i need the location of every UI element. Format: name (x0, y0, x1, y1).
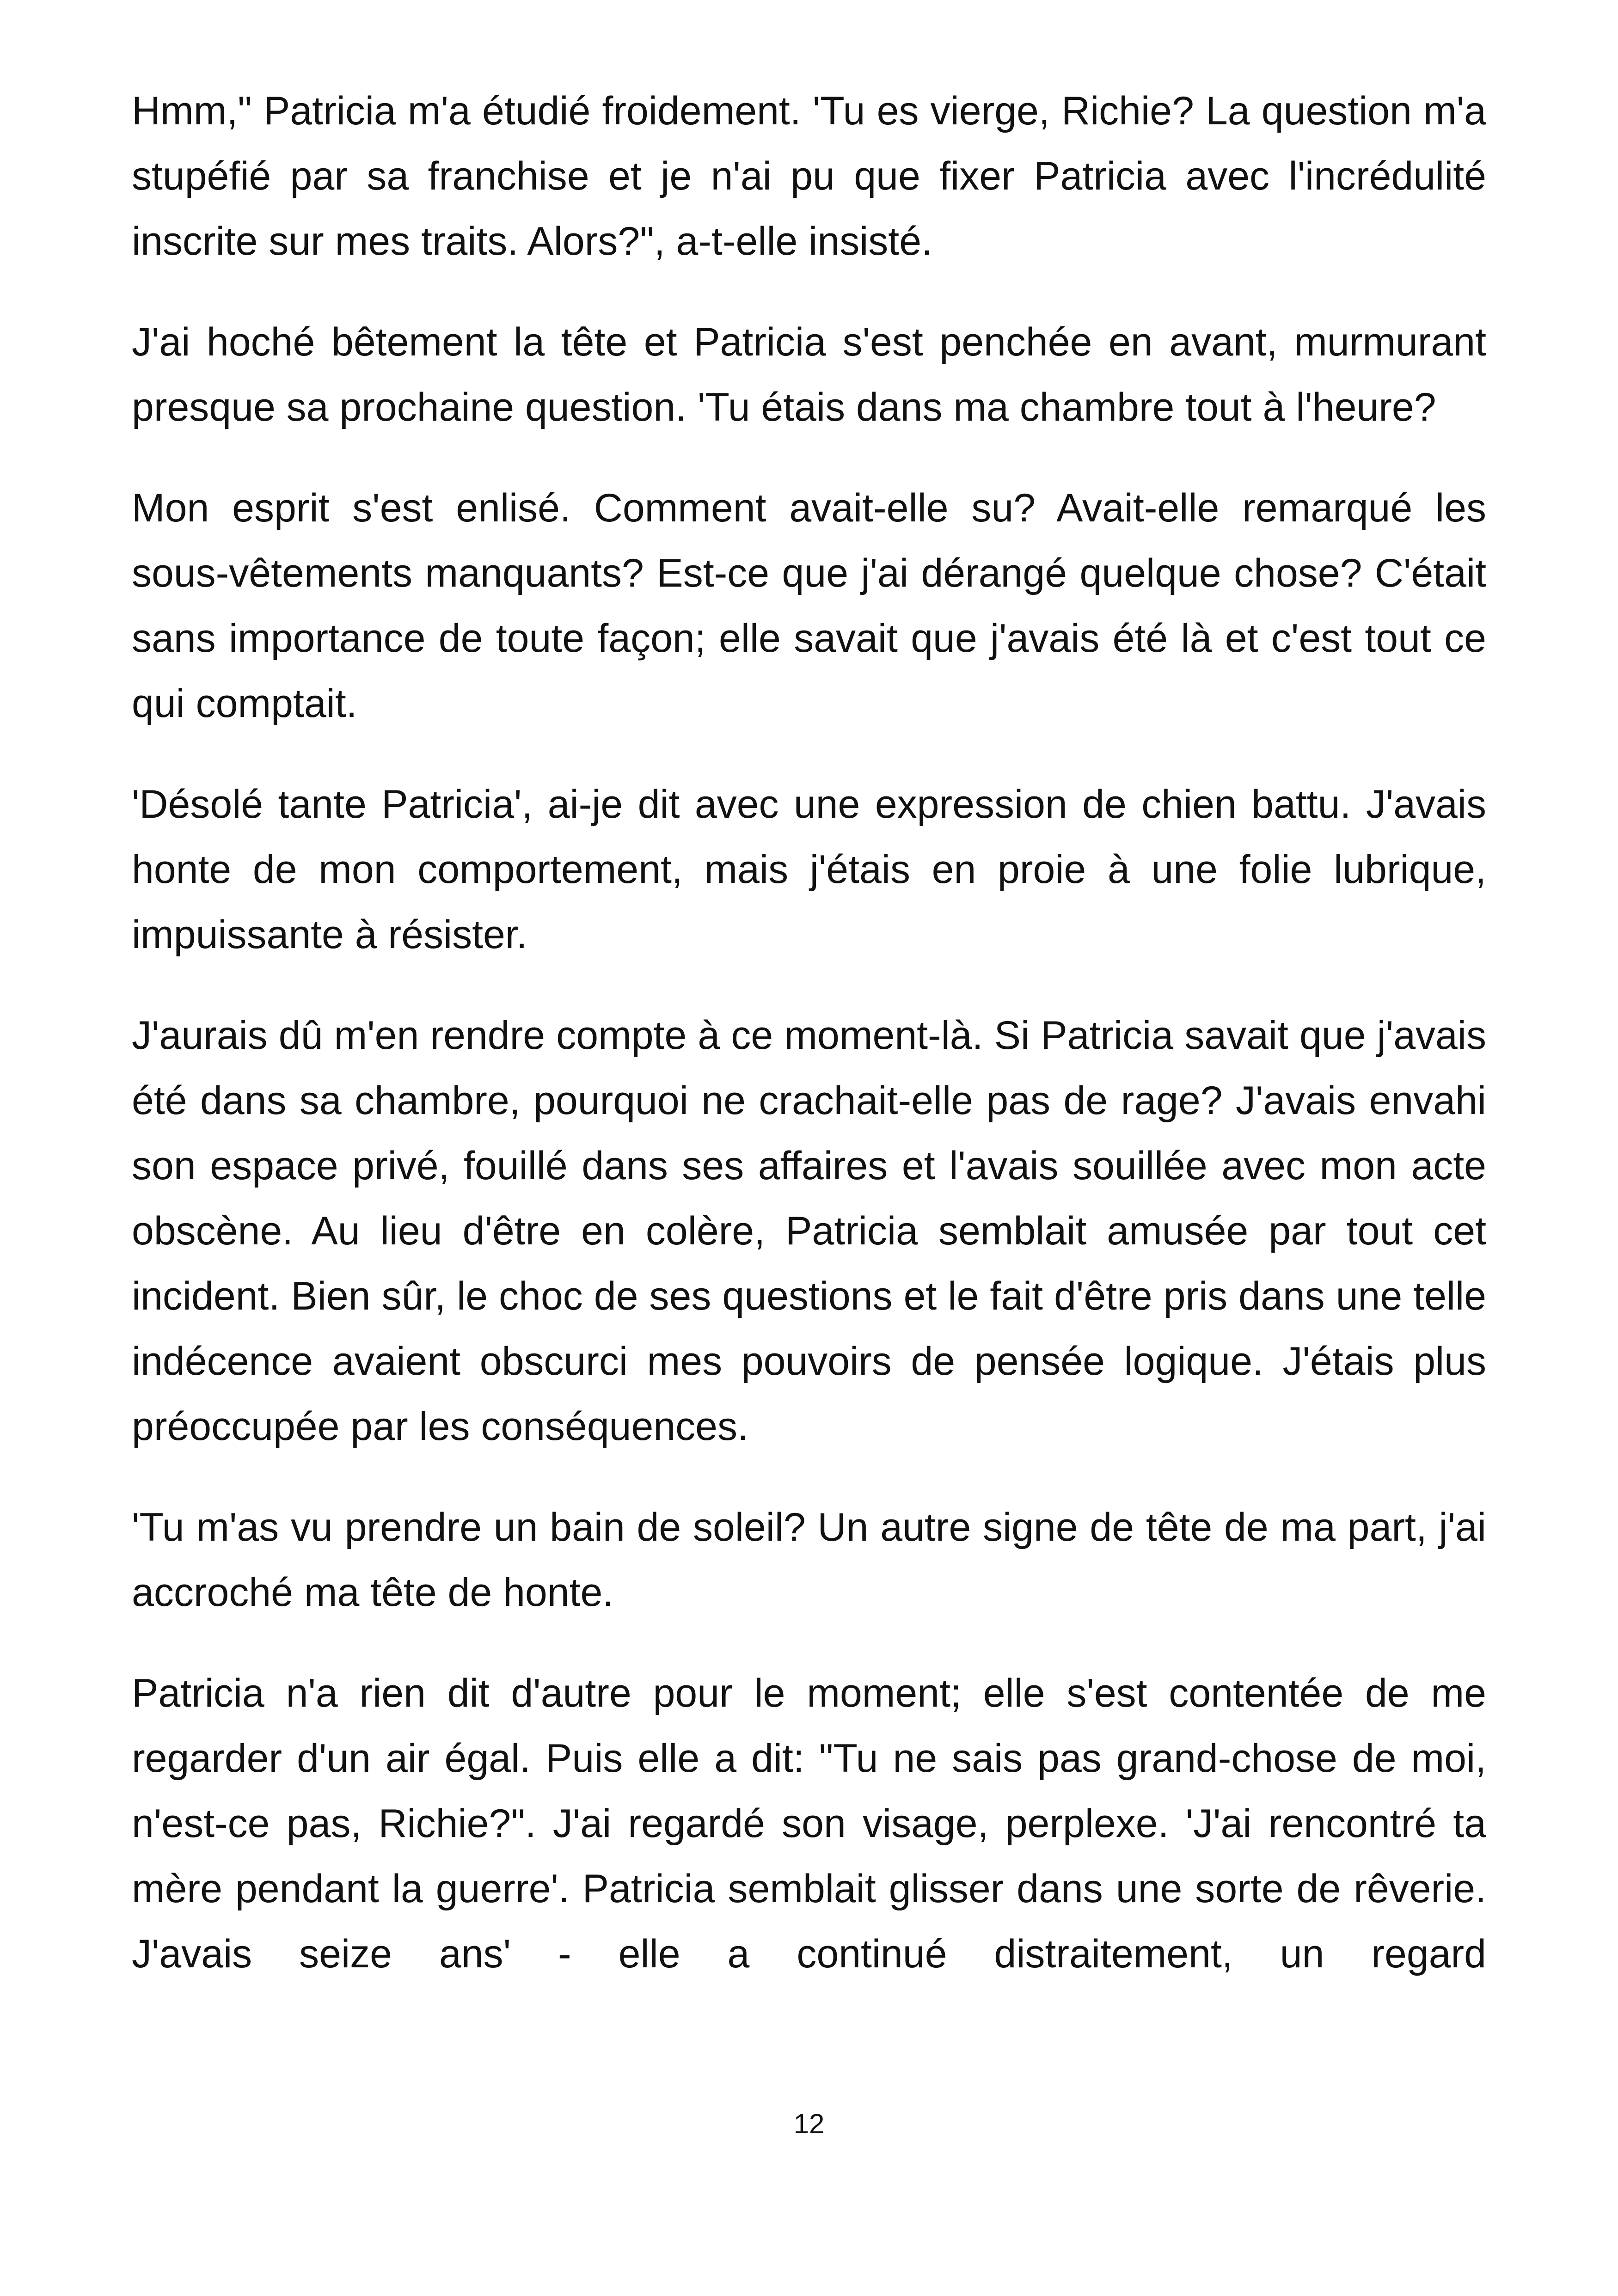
paragraph: Patricia n'a rien dit d'autre pour le moment; elle s'est contentée de me regarder d'un air égal. Puis elle a dit: "Tu ne sais pas grand-chose de moi, n'est-ce pas, Richie?". J'ai regardé son visage, perplexe. 'J'ai rencontré ta mère pendant la guerre'. Patricia semblait glisser dans une sorte de rêverie. J'avais seize ans' - elle a continué distraitement, un regard (132, 1671, 1486, 1976)
paragraph: 'Désolé tante Patricia', ai-je dit avec une expression de chien battu. J'avais honte de mon comportement, mais j'étais en proie à une folie lubrique, impuissante à résister. (132, 782, 1486, 957)
paragraph: 'Tu m'as vu prendre un bain de soleil? Un autre signe de tête de ma part, j'ai accroché ma tête de honte. (132, 1505, 1486, 1615)
paragraph: J'aurais dû m'en rendre compte à ce moment-là. Si Patricia savait que j'avais été dans sa chambre, pourquoi ne crachait-elle pas de rage? J'avais envahi son espace privé, fouillé dans ses affaires et l'avais souillée avec mon acte obscène. Au lieu d'être en colère, Patricia semblait amusée par tout cet incident. Bien sûr, le choc de ses questions et le fait d'être pris dans une telle indécence avaient obscurci mes pouvoirs de pensée logique. J'étais plus préoccupée par les conséquences. (132, 1013, 1486, 1449)
paragraph: J'ai hoché bêtement la tête et Patricia s'est penchée en avant, murmurant presque sa prochaine question. 'Tu étais dans ma chambre tout à l'heure? (132, 320, 1486, 429)
paragraph: Mon esprit s'est enlisé. Comment avait-elle su? Avait-elle remarqué les sous-vêtements manquants? Est-ce que j'ai dérangé quelque chose? C'était sans importance de toute façon; elle savait que j'avais été là et c'est tout ce qui comptait. (132, 486, 1486, 726)
paragraph: Hmm," Patricia m'a étudié froidement. 'Tu es vierge, Richie? La question m'a stupéfié par sa franchise et je n'ai pu que fixer Patricia avec l'incrédulité inscrite sur mes traits. Alors?", a-t-elle insisté. (132, 89, 1486, 263)
body-text (132, 79, 1486, 1987)
page-number: 12 (793, 2108, 825, 2139)
